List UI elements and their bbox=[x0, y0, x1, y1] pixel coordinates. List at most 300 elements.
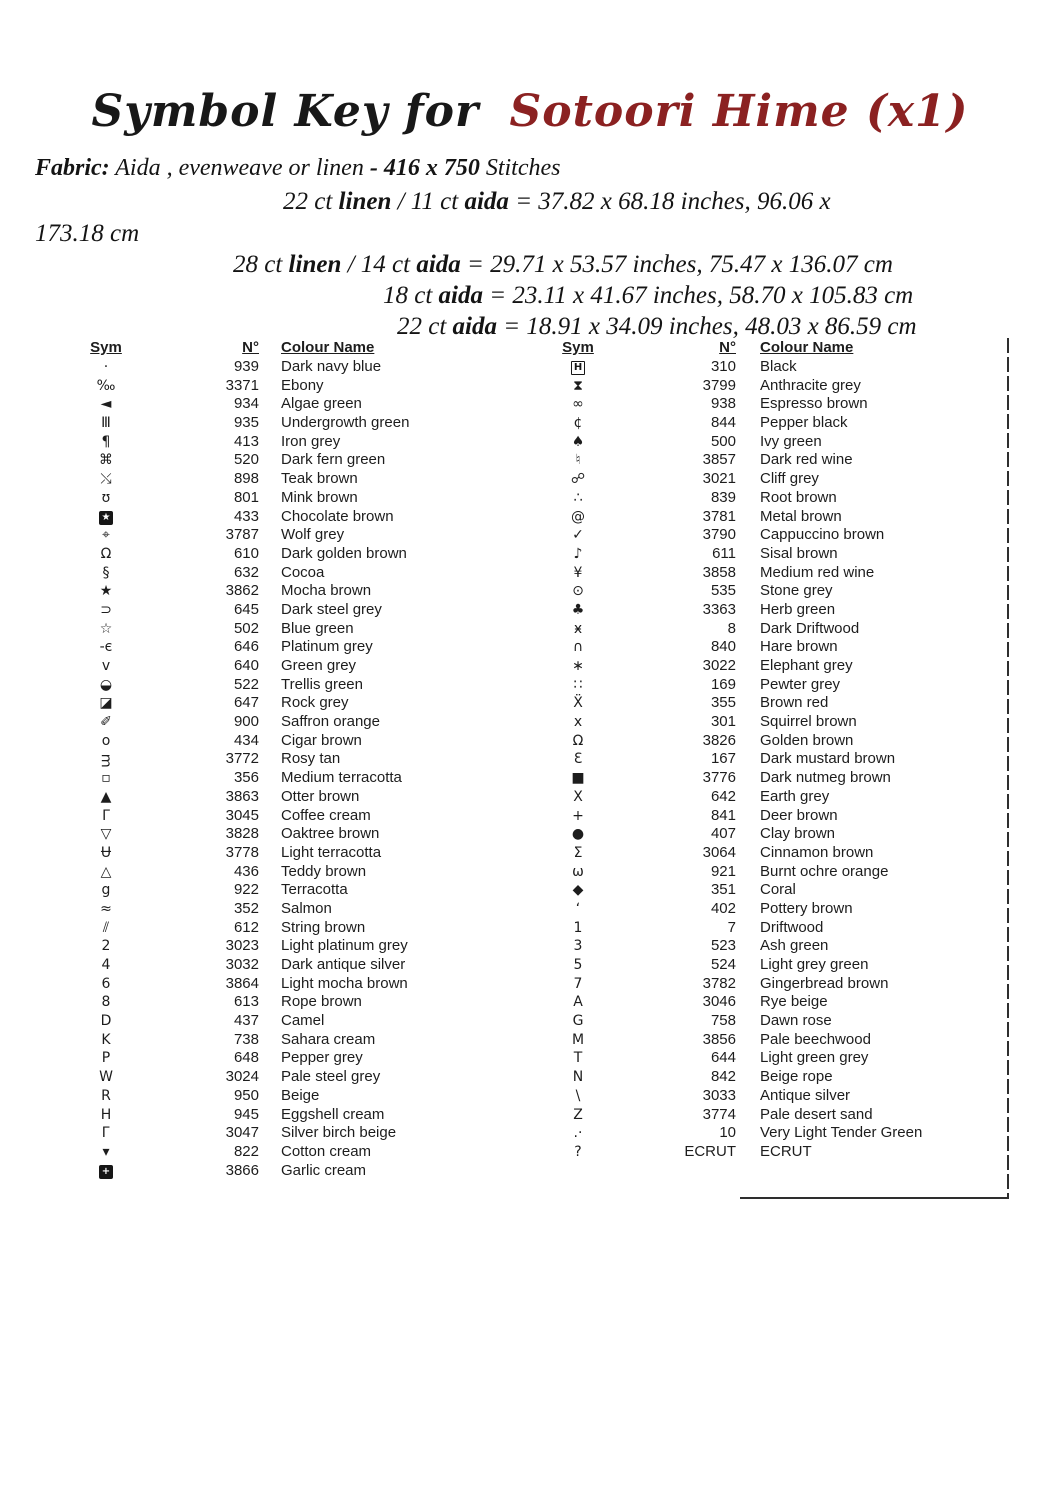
key-row bbox=[84, 1049, 409, 1068]
header-colour-name: Colour Name bbox=[281, 339, 375, 356]
floss-number: 3862 bbox=[225, 582, 259, 600]
symbol-cell: x bbox=[573, 714, 583, 731]
header-sym: Sym bbox=[90, 339, 122, 356]
symbol-cell: ★ bbox=[99, 583, 113, 600]
symbol-cell: ≈ bbox=[100, 900, 112, 917]
colour-name: Metal brown bbox=[760, 507, 842, 525]
colour-name: Teddy brown bbox=[281, 862, 367, 880]
floss-number: 3799 bbox=[702, 376, 736, 394]
colour-name: Ivy green bbox=[760, 432, 822, 450]
symbol-cell: ¢ bbox=[573, 415, 583, 432]
floss-number: 3033 bbox=[702, 1086, 736, 1104]
key-row bbox=[556, 377, 922, 396]
key-row bbox=[556, 1124, 922, 1143]
floss-number: 3024 bbox=[225, 1068, 259, 1086]
colour-name: Wolf grey bbox=[281, 526, 345, 544]
floss-number: 351 bbox=[710, 881, 736, 899]
symbol-cell: W bbox=[99, 1069, 113, 1086]
key-row bbox=[556, 732, 922, 751]
colour-name: Cliff grey bbox=[760, 470, 819, 488]
symbol-chip: H bbox=[571, 361, 585, 375]
symbol-cell: ◆ bbox=[572, 882, 584, 899]
key-row bbox=[556, 620, 922, 639]
symbol-cell: ✐ bbox=[100, 714, 112, 731]
key-row bbox=[556, 1068, 922, 1087]
colour-name: Light mocha brown bbox=[281, 974, 408, 992]
symbol-cell: 2 bbox=[101, 938, 111, 955]
colour-name: Rope brown bbox=[281, 993, 362, 1011]
colour-name: Dark mustard brown bbox=[760, 750, 896, 768]
symbol-cell: Γ bbox=[102, 807, 110, 824]
key-row bbox=[556, 451, 922, 470]
floss-number: 520 bbox=[233, 451, 259, 469]
fabric-line: 173.18 cm bbox=[35, 220, 140, 247]
floss-number: ECRUT bbox=[684, 1142, 736, 1160]
colour-name: String brown bbox=[281, 918, 366, 936]
colour-name: Brown red bbox=[760, 694, 829, 712]
key-row bbox=[84, 358, 409, 377]
key-row bbox=[84, 1068, 409, 1087]
key-row bbox=[556, 844, 922, 863]
floss-number: 356 bbox=[233, 769, 259, 787]
symbol-cell: ⊃ bbox=[100, 601, 112, 618]
key-row bbox=[84, 1031, 409, 1050]
key-row bbox=[556, 657, 922, 676]
colour-name: Dark fern green bbox=[281, 451, 386, 469]
symbol-cell: Ω bbox=[572, 732, 584, 749]
colour-name: Eggshell cream bbox=[281, 1105, 385, 1123]
header-colour-name: Colour Name bbox=[760, 339, 854, 356]
floss-number: 648 bbox=[233, 1049, 259, 1067]
symbol-cell: -є bbox=[99, 639, 113, 656]
symbol-cell: N bbox=[572, 1069, 584, 1086]
colour-name: Cocoa bbox=[281, 563, 325, 581]
floss-number: 3032 bbox=[225, 956, 259, 973]
floss-number: 437 bbox=[233, 1012, 259, 1030]
colour-name: Sisal brown bbox=[760, 544, 838, 562]
floss-number: 738 bbox=[233, 1030, 259, 1048]
floss-number: 3371 bbox=[225, 376, 259, 394]
colour-name: Algae green bbox=[281, 395, 362, 413]
floss-number: 413 bbox=[233, 432, 259, 450]
symbol-cell: ♮ bbox=[575, 452, 581, 469]
colour-name: Cotton cream bbox=[281, 1142, 372, 1160]
symbol-cell: ☍ bbox=[570, 471, 586, 488]
floss-number: 436 bbox=[233, 862, 259, 880]
floss-number: 3787 bbox=[225, 526, 259, 544]
colour-name: Sahara cream bbox=[281, 1030, 376, 1048]
colour-name: Saffron orange bbox=[281, 713, 380, 731]
symbol-cell: ᴠ bbox=[101, 658, 111, 674]
colour-name: Pale desert sand bbox=[760, 1105, 873, 1123]
key-row bbox=[84, 545, 409, 564]
header-sym: Sym bbox=[562, 339, 594, 356]
floss-number: 898 bbox=[233, 470, 259, 488]
floss-number: 613 bbox=[233, 993, 259, 1011]
table-right-border bbox=[1007, 338, 1009, 1199]
key-row bbox=[84, 993, 409, 1012]
key-row bbox=[84, 414, 409, 433]
colour-name: Medium terracotta bbox=[281, 769, 402, 787]
colour-name: Dawn rose bbox=[760, 1012, 832, 1030]
symbol-cell: ◒ bbox=[99, 676, 113, 693]
symbol-cell: Ʉ bbox=[100, 844, 112, 861]
floss-number: 841 bbox=[710, 806, 736, 824]
key-row bbox=[84, 470, 409, 489]
key-row bbox=[556, 526, 922, 545]
key-row bbox=[84, 582, 409, 601]
key-row bbox=[556, 713, 922, 732]
key-row bbox=[84, 1106, 409, 1125]
key-row bbox=[84, 433, 409, 452]
symbol-cell: 7 bbox=[573, 975, 583, 992]
key-row bbox=[84, 657, 409, 676]
floss-number: 950 bbox=[233, 1086, 259, 1104]
symbol-cell: ∩ bbox=[572, 639, 584, 656]
key-row bbox=[556, 825, 922, 844]
colour-name: Black bbox=[760, 358, 797, 375]
key-row bbox=[556, 769, 922, 788]
floss-number: 524 bbox=[710, 956, 736, 973]
symbol-cell: 6 bbox=[101, 975, 111, 992]
colour-name: Pale steel grey bbox=[281, 1068, 381, 1086]
floss-number: 647 bbox=[233, 694, 259, 712]
floss-number: 3774 bbox=[702, 1105, 736, 1123]
colour-name: Hare brown bbox=[760, 638, 838, 656]
symbol-cell: 8 bbox=[101, 994, 111, 1011]
fabric-line: Fabric: Aida , evenweave or linen - 416 x 750 Stitches bbox=[35, 155, 561, 181]
colour-name: Rye beige bbox=[760, 993, 828, 1011]
colour-name: Pale beechwood bbox=[760, 1030, 871, 1048]
symbol-cell: g bbox=[101, 882, 111, 899]
floss-number: 934 bbox=[233, 395, 259, 413]
symbol-cell: M bbox=[571, 1031, 585, 1048]
symbol-cell: ▫ bbox=[101, 770, 111, 787]
key-row bbox=[84, 881, 409, 900]
key-row bbox=[84, 451, 409, 470]
symbol-cell: ☆ bbox=[99, 620, 113, 637]
colour-name: Cigar brown bbox=[281, 731, 362, 749]
symbol-cell bbox=[84, 508, 128, 527]
colour-name: Medium red wine bbox=[760, 563, 875, 581]
colour-name: Iron grey bbox=[281, 432, 341, 450]
colour-name: Rosy tan bbox=[281, 750, 341, 768]
key-row bbox=[556, 881, 922, 900]
floss-number: 3023 bbox=[225, 937, 259, 955]
colour-name: Chocolate brown bbox=[281, 507, 394, 525]
floss-number: 3828 bbox=[225, 825, 259, 843]
floss-number: 900 bbox=[233, 713, 259, 731]
colour-name: Garlic cream bbox=[281, 1161, 367, 1179]
key-row bbox=[84, 377, 409, 396]
fabric-line: 22 ct aida = 18.91 x 34.09 inches, 48.03 x 86.59 cm bbox=[397, 313, 917, 340]
key-row bbox=[84, 1087, 409, 1106]
colour-name: Dark golden brown bbox=[281, 544, 407, 562]
fabric-line: 28 ct linen / 14 ct aida = 29.71 x 53.57 inches, 75.47 x 136.07 cm bbox=[233, 251, 893, 278]
fabric-line: 18 ct aida = 23.11 x 41.67 inches, 58.70 x 105.83 cm bbox=[383, 282, 914, 309]
floss-number: 3790 bbox=[702, 526, 736, 544]
floss-number: 645 bbox=[233, 600, 259, 618]
colour-name: Blue green bbox=[281, 619, 354, 637]
colour-name: Silver birch beige bbox=[281, 1124, 397, 1142]
title-prefix: Symbol Key for bbox=[91, 86, 480, 137]
symbol-cell: A bbox=[573, 994, 583, 1011]
symbol-cell bbox=[556, 358, 600, 377]
floss-number: 433 bbox=[233, 507, 259, 525]
colour-name: Camel bbox=[281, 1012, 325, 1030]
key-row bbox=[84, 1162, 409, 1181]
colour-name: Mink brown bbox=[281, 488, 358, 506]
floss-number: 352 bbox=[233, 899, 259, 917]
symbol-cell bbox=[84, 1162, 128, 1181]
floss-number: 523 bbox=[710, 937, 736, 955]
colour-name: Otter brown bbox=[281, 787, 360, 805]
colour-name: Light grey green bbox=[760, 956, 869, 973]
colour-name: Oaktree brown bbox=[281, 825, 380, 843]
colour-name: Light terracotta bbox=[281, 843, 382, 861]
symbol-cell: ▲ bbox=[100, 788, 112, 805]
symbol-cell: \ bbox=[575, 1087, 581, 1104]
colour-name: Gingerbread brown bbox=[760, 974, 889, 992]
colour-name: Anthracite grey bbox=[760, 376, 861, 394]
floss-number: 407 bbox=[710, 825, 736, 843]
colour-name: Ash green bbox=[760, 937, 829, 955]
header-number: N° bbox=[719, 339, 736, 356]
floss-number: 3047 bbox=[225, 1124, 259, 1142]
key-row bbox=[556, 414, 922, 433]
floss-number: 844 bbox=[710, 414, 736, 432]
key-row bbox=[84, 526, 409, 545]
floss-number: 610 bbox=[233, 544, 259, 562]
key-row bbox=[84, 1143, 409, 1162]
key-row bbox=[84, 919, 409, 938]
symbol-cell: ω bbox=[572, 863, 584, 880]
floss-number: 3782 bbox=[702, 974, 736, 992]
colour-name: Terracotta bbox=[281, 881, 348, 899]
key-row bbox=[84, 732, 409, 751]
symbol-cell: K bbox=[101, 1031, 111, 1048]
key-row bbox=[556, 1031, 922, 1050]
colour-name: Light green grey bbox=[760, 1049, 869, 1067]
key-row bbox=[556, 470, 922, 489]
colour-name: Dark steel grey bbox=[281, 600, 382, 618]
table-header-right bbox=[556, 339, 853, 356]
symbol-cell: D bbox=[100, 1013, 112, 1030]
key-row bbox=[556, 545, 922, 564]
key-row bbox=[556, 564, 922, 583]
floss-number: 935 bbox=[233, 414, 259, 432]
floss-number: 3858 bbox=[702, 563, 736, 581]
symbol-cell: ? bbox=[574, 1143, 582, 1160]
key-row bbox=[556, 919, 922, 938]
symbol-cell: Χ bbox=[573, 788, 583, 805]
key-row bbox=[84, 620, 409, 639]
key-row bbox=[84, 638, 409, 657]
key-row bbox=[556, 1106, 922, 1125]
floss-number: 3778 bbox=[225, 843, 259, 861]
floss-number: 502 bbox=[233, 619, 259, 637]
floss-number: 758 bbox=[710, 1012, 736, 1030]
key-row bbox=[556, 788, 922, 807]
colour-name: Driftwood bbox=[760, 918, 824, 936]
colour-name: Burnt ochre orange bbox=[760, 862, 889, 880]
colour-name: Coral bbox=[760, 881, 796, 899]
key-row bbox=[84, 1124, 409, 1143]
colour-name: Squirrel brown bbox=[760, 713, 857, 731]
symbol-cell: o bbox=[101, 732, 111, 749]
key-row bbox=[84, 564, 409, 583]
colour-name: Herb green bbox=[760, 600, 836, 618]
colour-name: Root brown bbox=[760, 488, 837, 506]
symbol-cell: ⌖ bbox=[102, 527, 110, 544]
key-row bbox=[556, 638, 922, 657]
key-row bbox=[84, 769, 409, 788]
floss-number: 3045 bbox=[225, 806, 259, 824]
key-row bbox=[556, 508, 922, 527]
colour-name: Teak brown bbox=[281, 470, 358, 488]
floss-number: 921 bbox=[710, 862, 736, 880]
colour-name: Trellis green bbox=[281, 675, 363, 693]
floss-number: 842 bbox=[710, 1068, 736, 1086]
colour-name: Clay brown bbox=[760, 825, 836, 843]
colour-name: Very Light Tender Green bbox=[760, 1124, 923, 1142]
floss-number: 3046 bbox=[702, 993, 736, 1011]
floss-number: 945 bbox=[233, 1105, 259, 1123]
key-row bbox=[556, 1012, 922, 1031]
symbol-cell: 5 bbox=[573, 957, 583, 973]
colour-name: Beige rope bbox=[760, 1068, 833, 1086]
symbol-cell: ● bbox=[571, 826, 585, 843]
symbol-cell: Ω bbox=[100, 545, 112, 562]
colour-name: Pottery brown bbox=[760, 899, 853, 917]
key-row bbox=[84, 1012, 409, 1031]
key-row bbox=[556, 676, 922, 695]
key-row bbox=[84, 844, 409, 863]
symbol-cell: ◪ bbox=[99, 695, 113, 712]
key-row bbox=[84, 900, 409, 919]
colour-name: Dark antique silver bbox=[281, 956, 406, 973]
colour-name: Ebony bbox=[281, 376, 324, 394]
symbol-cell: .· bbox=[573, 1125, 583, 1142]
symbol-cell: 4 bbox=[101, 957, 111, 973]
symbol-cell: ¥ bbox=[573, 564, 583, 581]
symbol-cell: R bbox=[101, 1087, 111, 1104]
floss-number: 3857 bbox=[702, 451, 736, 469]
colour-name: Dark navy blue bbox=[281, 358, 382, 375]
key-row bbox=[556, 863, 922, 882]
key-row bbox=[556, 582, 922, 601]
symbol-cell: Ɛ bbox=[573, 751, 583, 768]
floss-number: 3826 bbox=[702, 731, 736, 749]
colour-name: Deer brown bbox=[760, 806, 838, 824]
key-row bbox=[556, 358, 922, 377]
symbol-cell: ♠ bbox=[571, 433, 585, 450]
symbol-cell: ✓ bbox=[572, 527, 584, 544]
symbol-cell: § bbox=[102, 564, 110, 581]
floss-number: 611 bbox=[712, 544, 736, 562]
floss-number: 3781 bbox=[702, 507, 736, 525]
key-row bbox=[556, 433, 922, 452]
colour-name: ECRUT bbox=[760, 1142, 812, 1160]
title-pattern-name: Sotoori Hime (x1) bbox=[509, 86, 969, 137]
floss-number: 839 bbox=[710, 488, 736, 506]
symbol-cell: @ bbox=[571, 508, 585, 525]
symbol-cell: ӿ bbox=[573, 620, 583, 637]
symbol-cell: ⧗ bbox=[573, 377, 583, 394]
key-row bbox=[84, 975, 409, 994]
symbol-cell: Σ bbox=[573, 844, 583, 861]
colour-name: Dark nutmeg brown bbox=[760, 769, 891, 787]
key-row bbox=[556, 900, 922, 919]
symbol-cell: + bbox=[572, 807, 584, 824]
key-row bbox=[84, 750, 409, 769]
floss-number: 646 bbox=[233, 638, 259, 656]
key-row bbox=[84, 676, 409, 695]
symbol-cell: 1 bbox=[573, 919, 583, 936]
key-row bbox=[84, 863, 409, 882]
key-row bbox=[84, 825, 409, 844]
floss-number: 522 bbox=[233, 675, 259, 693]
key-row bbox=[556, 1143, 922, 1162]
colour-name: Dark red wine bbox=[760, 451, 853, 469]
key-row bbox=[84, 508, 409, 527]
floss-number: 840 bbox=[710, 638, 736, 656]
symbol-cell: ◄ bbox=[100, 396, 112, 413]
symbol-cell: ♪ bbox=[573, 545, 583, 562]
floss-number: 310 bbox=[710, 358, 736, 375]
key-row bbox=[556, 601, 922, 620]
key-row bbox=[556, 489, 922, 508]
floss-number: 8 bbox=[727, 619, 736, 637]
key-row bbox=[556, 1087, 922, 1106]
key-row bbox=[556, 807, 922, 826]
colour-name: Espresso brown bbox=[760, 395, 868, 413]
symbol-cell: Г bbox=[101, 1125, 111, 1142]
colour-name: Beige bbox=[281, 1086, 320, 1104]
symbol-key-left-column bbox=[84, 358, 409, 1180]
floss-number: 3864 bbox=[225, 974, 259, 992]
floss-number: 3856 bbox=[702, 1030, 736, 1048]
floss-number: 7 bbox=[727, 918, 736, 936]
floss-number: 612 bbox=[233, 918, 259, 936]
key-row bbox=[556, 694, 922, 713]
key-row bbox=[84, 937, 409, 956]
key-row bbox=[84, 956, 409, 975]
colour-name: Stone grey bbox=[760, 582, 833, 600]
floss-number: 801 bbox=[233, 488, 259, 506]
table-bottom-border bbox=[740, 1197, 1009, 1199]
symbol-cell: Z bbox=[573, 1106, 583, 1123]
floss-number: 3021 bbox=[702, 470, 736, 488]
page-title bbox=[0, 86, 1060, 137]
floss-number: 402 bbox=[710, 899, 736, 917]
colour-name: Pepper black bbox=[760, 414, 848, 432]
floss-number: 3866 bbox=[225, 1161, 259, 1179]
floss-number: 434 bbox=[233, 731, 259, 749]
colour-name: Cappuccino brown bbox=[760, 526, 885, 544]
symbol-cell: △ bbox=[100, 863, 112, 880]
colour-name: Earth grey bbox=[760, 787, 830, 805]
symbol-cell: ∞ bbox=[572, 396, 584, 413]
symbol-cell: ∴ bbox=[573, 489, 583, 506]
colour-name: Coffee cream bbox=[281, 806, 371, 824]
symbol-key-right-column bbox=[556, 358, 922, 1162]
key-row bbox=[556, 956, 922, 975]
floss-number: 169 bbox=[710, 675, 736, 693]
symbol-cell: · bbox=[103, 359, 109, 375]
symbol-cell: ⤯ bbox=[100, 471, 112, 488]
floss-number: 644 bbox=[710, 1049, 736, 1067]
